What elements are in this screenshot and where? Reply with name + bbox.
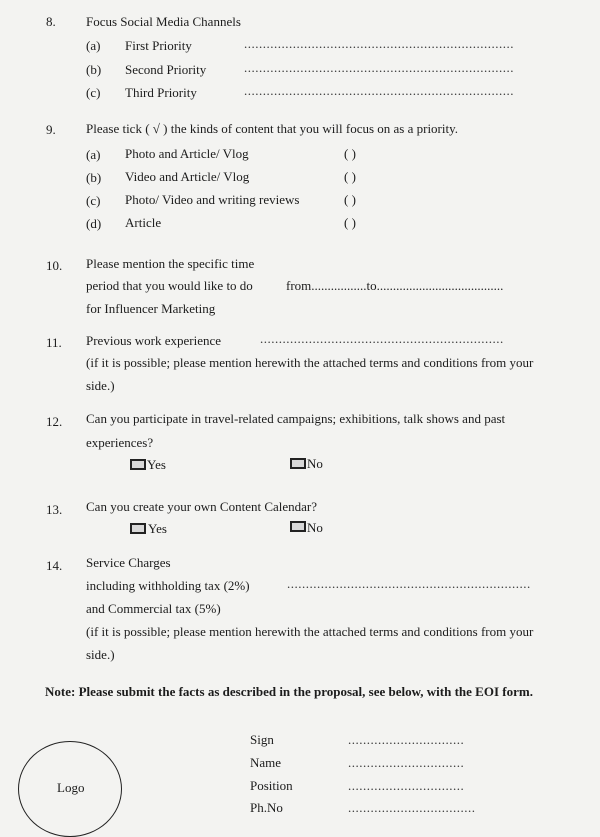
q9-b-tickbox[interactable]: ( ) (344, 169, 356, 184)
q9-b-label: Video and Article/ Vlog (125, 169, 250, 184)
q11-line[interactable]: ................................................................. (260, 331, 504, 346)
q13-no-checkbox[interactable] (290, 521, 306, 532)
sign-line[interactable]: ............................... (348, 732, 465, 747)
q9-a-tickbox[interactable]: ( ) (344, 146, 356, 161)
q8-c-line[interactable]: ........................................................................ (244, 83, 514, 98)
q9-d-tickbox[interactable]: ( ) (344, 215, 356, 230)
q10-line2: period that you would like to do (86, 278, 253, 293)
q9-d-label: Article (125, 215, 162, 230)
q10-date-range[interactable]: from.................to....................................... (286, 278, 504, 293)
q9-a-letter: (a) (86, 147, 101, 162)
q12-no-checkbox[interactable] (290, 458, 306, 469)
q10-line3: for Influencer Marketing (86, 301, 216, 316)
q8-b-label: Second Priority (125, 62, 207, 77)
phone-label: Ph.No (250, 800, 283, 815)
q9-c-label: Photo/ Video and writing reviews (125, 192, 300, 207)
q8-c-letter: (c) (86, 85, 101, 100)
q13-yes-label: Yes (148, 521, 167, 536)
q8-b-letter: (b) (86, 62, 102, 77)
name-line[interactable]: ............................... (348, 755, 465, 770)
q14-line3: and Commercial tax (5%) (86, 601, 221, 616)
q11-number: 11. (46, 335, 62, 350)
q8-b-line[interactable]: ........................................................................ (244, 60, 514, 75)
q9-c-letter: (c) (86, 193, 101, 208)
q13-number: 13. (46, 502, 63, 517)
logo-label: Logo (57, 780, 85, 795)
position-line[interactable]: ............................... (348, 778, 465, 793)
q12-yes-checkbox[interactable] (130, 459, 146, 470)
q12-line2: experiences? (86, 435, 154, 450)
q9-a-label: Photo and Article/ Vlog (125, 146, 249, 161)
q11-title: Previous work experience (86, 333, 222, 348)
q13-title: Can you create your own Content Calendar? (86, 499, 318, 514)
q8-number: 8. (46, 14, 56, 29)
q13-no-label: No (307, 520, 323, 535)
q9-number: 9. (46, 122, 56, 137)
q14-note-line2: side.) (86, 647, 115, 662)
q8-a-letter: (a) (86, 38, 101, 53)
q14-line2: including withholding tax (2%) (86, 578, 250, 593)
q10-number: 10. (46, 258, 63, 273)
q11-note-line2: side.) (86, 378, 115, 393)
q14-line[interactable]: ................................................................. (287, 576, 531, 591)
q12-number: 12. (46, 414, 63, 429)
q14-note-line1: (if it is possible; please mention herewith the attached terms and conditions from your (86, 624, 534, 639)
q12-no-label: No (307, 456, 323, 471)
q14-number: 14. (46, 558, 63, 573)
q9-d-letter: (d) (86, 216, 102, 231)
submission-note: Note: Please submit the facts as described in the proposal, see below, with the EOI form. (45, 684, 533, 699)
name-label: Name (250, 755, 282, 770)
q10-line1: Please mention the specific time (86, 256, 255, 271)
q12-line1: Can you participate in travel-related campaigns; exhibitions, talk shows and past (86, 411, 506, 426)
sign-label: Sign (250, 732, 274, 747)
phone-line[interactable]: .................................. (348, 800, 476, 815)
q8-a-label: First Priority (125, 38, 192, 53)
position-label: Position (250, 778, 293, 793)
q14-line1: Service Charges (86, 555, 171, 570)
q8-a-line[interactable]: ........................................................................ (244, 36, 514, 51)
q9-b-letter: (b) (86, 170, 102, 185)
q11-note-line1: (if it is possible; please mention herewith the attached terms and conditions from your (86, 355, 534, 370)
q9-c-tickbox[interactable]: ( ) (344, 192, 356, 207)
q12-yes-label: Yes (147, 457, 166, 472)
q9-title: Please tick ( √ ) the kinds of content that you will focus on as a priority. (86, 121, 459, 136)
q8-c-label: Third Priority (125, 85, 197, 100)
q8-title: Focus Social Media Channels (86, 14, 241, 29)
q13-yes-checkbox[interactable] (130, 523, 146, 534)
